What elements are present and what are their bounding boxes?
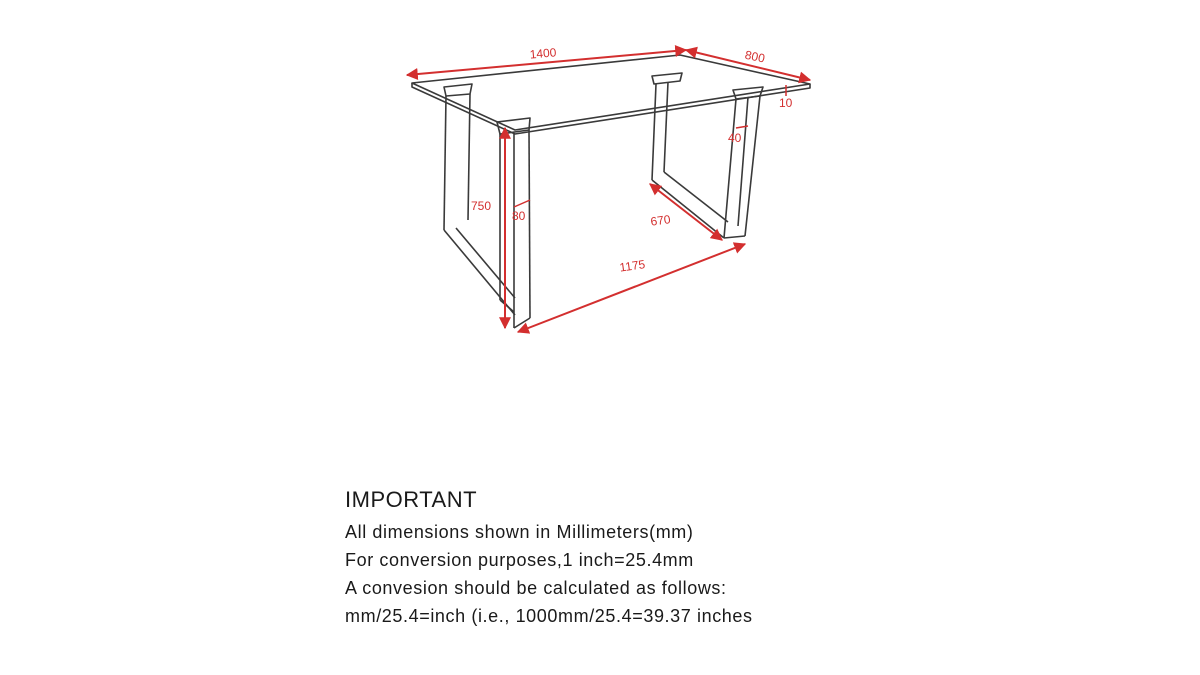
leg-span-length-label: 1175	[618, 257, 647, 275]
note-line-formula: mm/25.4=inch (i.e., 1000mm/25.4=39.37 inches	[345, 606, 753, 626]
note-line-method: A convesion should be calculated as follows:	[345, 578, 727, 598]
leg-width-dimension-line	[514, 200, 530, 207]
length-label: 1400	[529, 45, 557, 62]
note-line-units: All dimensions shown in Millimeters(mm)	[345, 522, 694, 542]
table-outline	[412, 55, 810, 328]
important-note	[345, 486, 905, 630]
leg-span-depth-dimension-line	[650, 184, 722, 240]
front-left-leg	[497, 118, 530, 328]
leg-span-depth-label: 670	[649, 212, 672, 229]
tabletop-edge	[412, 83, 810, 134]
height-label: 750	[471, 199, 492, 213]
leg-depth-label: 40	[728, 131, 742, 145]
front-right-leg	[724, 87, 763, 238]
note-title: IMPORTANT	[345, 487, 478, 512]
note-line-conversion: For conversion purposes,1 inch=25.4mm	[345, 550, 694, 570]
leg-width-label: 80	[512, 209, 526, 223]
width-label: 800	[743, 47, 767, 66]
top-thickness-label: 10	[779, 96, 793, 110]
leg-span-length-dimension-line	[518, 244, 745, 332]
